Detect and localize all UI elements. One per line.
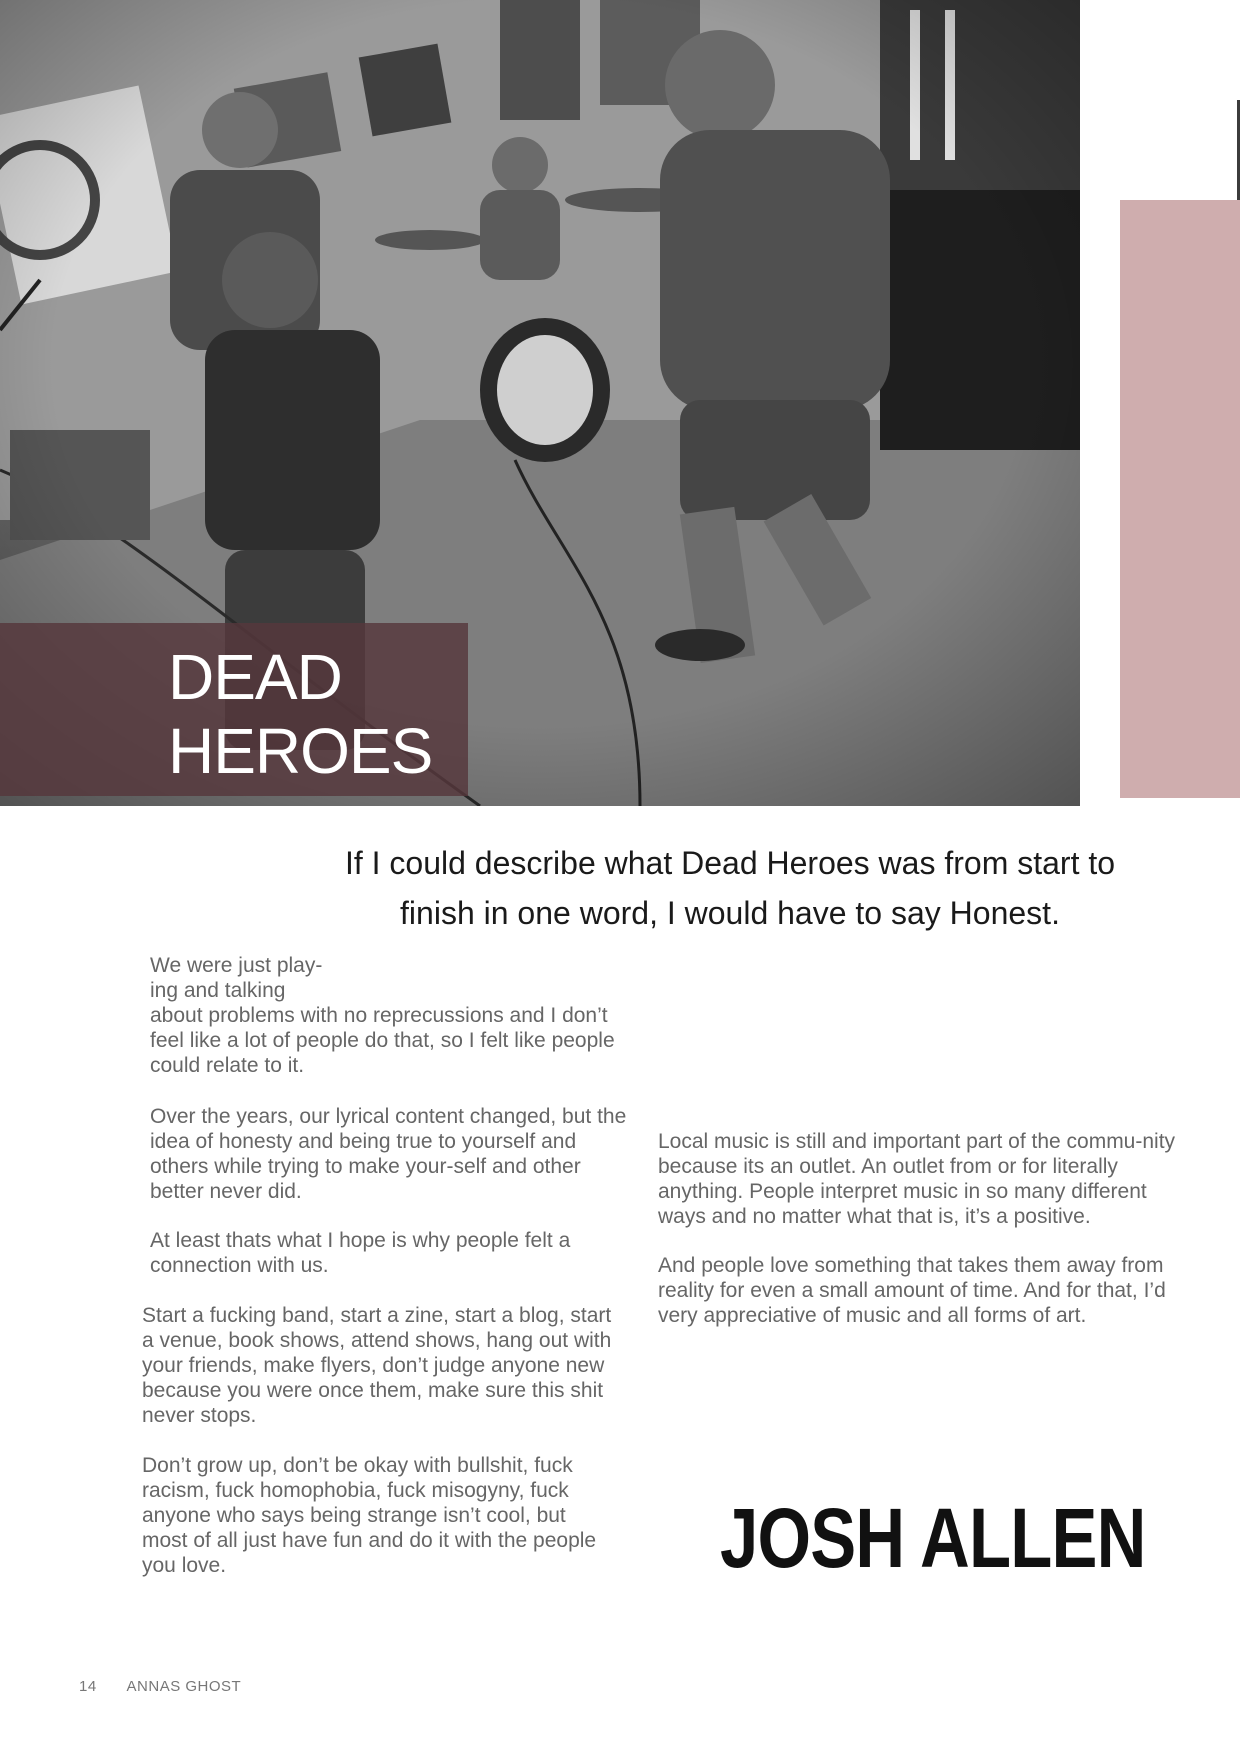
page-number: 14 [79, 1678, 97, 1695]
article-title-line-2: HEROES [168, 715, 433, 787]
page-footer [79, 1678, 241, 1695]
left-paragraph-5: Don’t grow up, don’t be okay with bullshit, fuck racism, fuck homophobia, fuck misogyny, fuck anyone who says being strange isn’t cool, but most of all just have fun and do it with the people you love. [142, 1454, 597, 1577]
article-title [168, 640, 432, 788]
left-paragraph-2: Over the years, our lyrical content changed, but the idea of honesty and being true to yourself and others while trying to make your-self and other better never did. [150, 1105, 627, 1203]
author-name: JOSH ALLEN [720, 1491, 1146, 1585]
left-paragraph-3: At least thats what I hope is why people felt a connection with us. [150, 1229, 571, 1277]
left-paragraph-1-line: ing and talking [150, 979, 286, 1002]
right-paragraph-2: And people love something that takes them away from reality for even a small amount of time. And for that, I’d very appreciative of music and all forms of art. [658, 1254, 1166, 1327]
article-title-line-1: DEAD [168, 641, 342, 713]
pull-quote: If I could describe what Dead Heroes was from start to finish in one word, I would have to say Honest. [344, 845, 1116, 931]
left-paragraph-1-line: about problems with no reprecussions and I don’t feel like a lot of people do that, so I felt like people could relate to it. [150, 1004, 615, 1077]
left-paragraph-1-line: We were just play- [150, 954, 323, 977]
left-paragraph-4: Start a fucking band, start a zine, start a blog, start a venue, book shows, attend shows, hang out with your friends, make flyers, don’t judge anyone new because you were once them, make sure this shit never stops. [142, 1304, 612, 1427]
publication-name: ANNAS GHOST [126, 1678, 242, 1695]
accent-bar [1120, 200, 1240, 798]
right-paragraph-1: Local music is still and important part of the commu-nity because its an outlet. An outlet from or for literally anything. People interpret music in so many different ways and no matter what that is, it’s a positive. [658, 1130, 1176, 1228]
left-paragraph-1 [150, 953, 620, 1078]
